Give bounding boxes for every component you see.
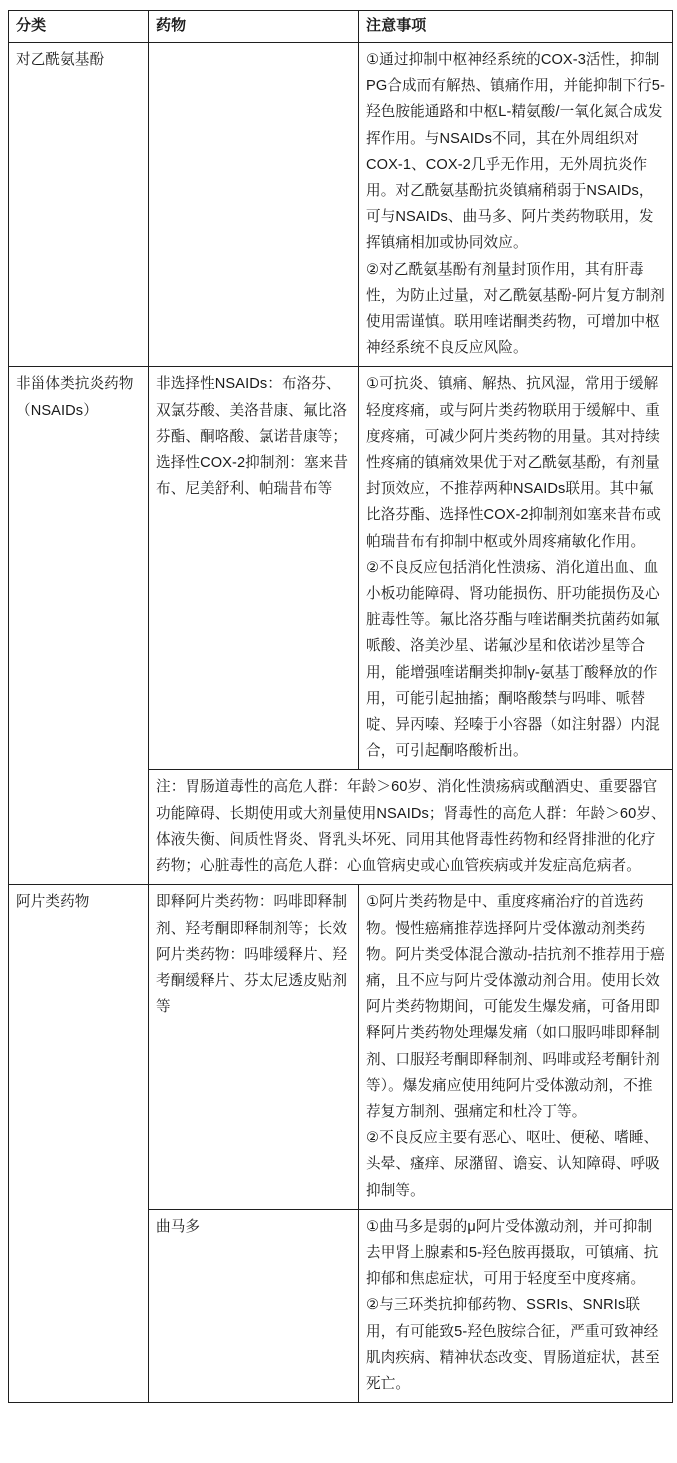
notes-paragraph-1: ①通过抑制中枢神经系统的COX-3活性，抑制PG合成而有解热、镇痛作用，并能抑制下行5-羟色胺能通路和中枢L-精氨酸/一氧化氮合成发挥作用。与NSAIDs不同，其在外周组织对COX-1、COX-2几乎无作用，无外周抗炎作用。对乙酰氨基酚抗炎镇痛稍弱于NSAIDs，可与NSAIDs、曲马多、阿片类药物联用，发挥镇痛相加或协同效应。 (366, 52, 665, 252)
table-header-row (9, 11, 673, 43)
column-header-notes: 注意事项 (359, 11, 673, 43)
notes-paragraph-1: ①可抗炎、镇痛、解热、抗风湿，常用于缓解轻度疼痛，或与阿片类药物联用于缓解中、重度疼痛，可减少阿片类药物的用量。其对持续性疼痛的镇痛效果优于对乙酰氨基酚，有剂量封顶效应，不推荐两种NSAIDs联用。其中氟比洛芬酯、选择性COX-2抑制剂如塞来昔布或帕瑞昔布有抑制中枢或外周疼痛敏化作用。 (366, 376, 661, 550)
cell-drug-tramadol: 曲马多 (149, 1209, 359, 1402)
notes-paragraph-1: ①曲马多是弱的μ阿片受体激动剂，并可抑制去甲肾上腺素和5-羟色胺再摄取，可镇痛、抗抑郁和焦虑症状，可用于轻度至中度疼痛。 (366, 1218, 659, 1288)
table-header (9, 11, 673, 43)
notes-paragraph-2: ②对乙酰氨基酚有剂量封顶作用，其有肝毒性，为防止过量，对乙酰氨基酚-阿片复方制剂使用需谨慎。联用喹诺酮类药物，可增加中枢神经系统不良反应风险。 (366, 261, 665, 357)
cell-drug-opioids: 即释阿片类药物：吗啡即释制剂、羟考酮即释制剂等；长效阿片类药物：吗啡缓释片、羟考酮缓释片、芬太尼透皮贴剂等 (149, 885, 359, 1209)
column-header-category: 分类 (9, 11, 149, 43)
column-header-drug: 药物 (149, 11, 359, 43)
cell-note-nsaids-highrisk: 注：胃肠道毒性的高危人群：年龄＞60岁、消化性溃疡病或酗酒史、重要器官功能障碍、长期使用或大剂量使用NSAIDs；肾毒性的高危人群：年龄＞60岁、体液失衡、间质性肾炎、肾乳头坏死、同用其他肾毒性药物和经肾排泄的化疗药物；心脏毒性的高危人群：心血管病史或心血管疾病或并发症高危病者。 (149, 770, 673, 885)
table-row (9, 367, 673, 770)
cell-category-acetaminophen: 对乙酰氨基酚 (9, 43, 149, 367)
cell-category-nsaids: 非甾体类抗炎药物（NSAIDs） (9, 367, 149, 885)
drug-reference-table (8, 10, 673, 1403)
cell-drug-nsaids: 非选择性NSAIDs：布洛芬、双氯芬酸、美洛昔康、氟比洛芬酯、酮咯酸、氯诺昔康等；选择性COX-2抑制剂：塞来昔布、尼美舒利、帕瑞昔布等 (149, 367, 359, 770)
cell-notes-nsaids (359, 367, 673, 770)
cell-notes-opioids (359, 885, 673, 1209)
cell-category-opioids: 阿片类药物 (9, 885, 149, 1403)
table-row (9, 885, 673, 1209)
table-row (9, 43, 673, 367)
notes-paragraph-2: ②不良反应包括消化性溃疡、消化道出血、血小板功能障碍、肾功能损伤、肝功能损伤及心脏毒性等。氟比洛芬酯与喹诺酮类抗菌药如氟哌酸、洛美沙星、诺氟沙星和依诺沙星等合用，能增强喹诺酮类抑制γ-氨基丁酸释放的作用，可能引起抽搐；酮咯酸禁与吗啡、哌替啶、异丙嗪、羟嗪于小容器（如注射器）内混合，可引起酮咯酸析出。 (366, 559, 660, 760)
notes-paragraph-2: ②与三环类抗抑郁药物、SSRIs、SNRIs联用，有可能致5-羟色胺综合征，严重可致神经肌肉疾病、精神状态改变、胃肠道症状，甚至死亡。 (366, 1297, 660, 1392)
cell-drug-acetaminophen (149, 43, 359, 367)
cell-notes-tramadol (359, 1209, 673, 1402)
notes-paragraph-2: ②不良反应主要有恶心、呕吐、便秘、嗜睡、头晕、瘙痒、尿潴留、谵妄、认知障碍、呼吸抑制等。 (366, 1130, 660, 1199)
table-body (9, 43, 673, 1403)
notes-paragraph-1: ①阿片类药物是中、重度疼痛治疗的首选药物。慢性癌痛推荐选择阿片受体激动剂类药物。阿片类受体混合激动-拮抗剂不推荐用于癌痛，且不应与阿片受体激动剂合用。使用长效阿片类药物期间，可能发生爆发痛，可备用即释阿片类药物处理爆发痛（如口服吗啡即释制剂、口服羟考酮即释制剂、吗啡或羟考酮针剂等）。爆发痛应使用纯阿片受体激动剂，不推荐复方制剂、强痛定和杜冷丁等。 (366, 894, 665, 1120)
cell-notes-acetaminophen (359, 43, 673, 367)
